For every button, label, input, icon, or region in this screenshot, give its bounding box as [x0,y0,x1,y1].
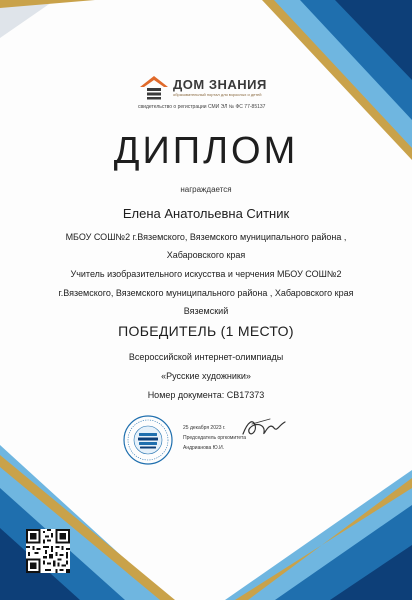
logo-subtitle: образовательный портал для взрослых и детей [173,92,262,97]
top-left-gold-stripe [0,0,95,8]
city: Вяземский [183,306,229,316]
recipient-name: Елена Анатольевна Ситник [122,206,290,221]
chair-name: Андрианова Ю.И. [183,445,225,451]
registration-text: свидетельство о регистрации СМИ ЭЛ № ФС 77-85137 [138,104,266,110]
site-logo [138,74,283,114]
qr-code [26,529,70,573]
house-icon [138,74,170,100]
logo-title: ДОМ ЗНАНИЯ [173,77,267,92]
chair-label: Председатель оргкомитета [183,435,246,441]
role-line-2: г.Вяземского, Вяземского муниципального района , Хабаровского края [58,288,354,298]
seal-stamp [122,414,174,466]
organization-line-2: Хабаровского края [166,250,246,260]
handwritten-signature [240,415,288,441]
organization-line-1: МБОУ СОШ№2 г.Вяземского, Вяземского муниципального района , [65,232,347,242]
result-title: ПОБЕДИТЕЛЬ (1 МЕСТО) [118,323,294,339]
signature-block [183,425,246,452]
event-line-2: «Русские художники» [161,371,251,381]
diploma-title: ДИПЛОМ [113,130,299,172]
document-number: Номер документа: СВ17373 [147,390,265,400]
event-line-1: Всероссийской интернет-олимпиады [128,352,284,362]
issue-date: 25 декабря 2023 г. [183,425,226,431]
awarded-label: награждается [180,185,232,194]
role-line-1: Учитель изобразительного искусства и черчения МБОУ СОШ№2 [70,269,342,279]
